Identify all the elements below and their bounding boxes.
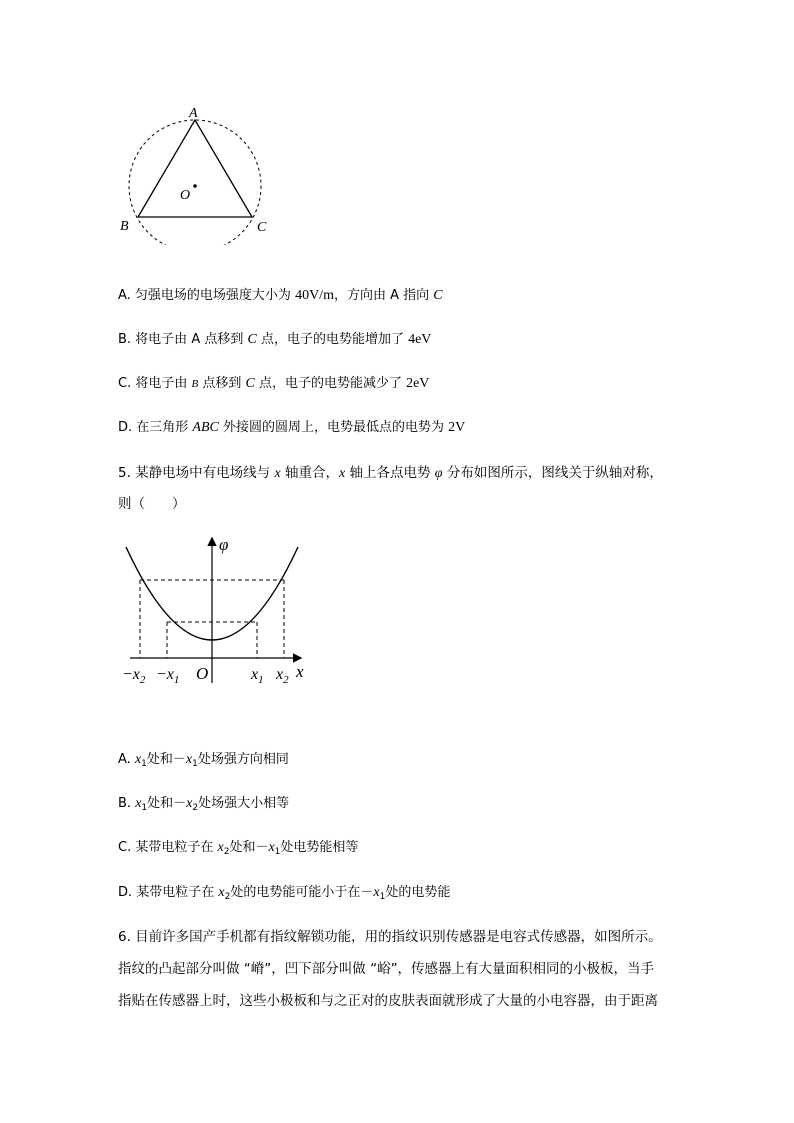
option-text: 处和－ bbox=[146, 752, 186, 767]
option-text: A. 匀强电场的电场强度大小为 bbox=[118, 288, 296, 303]
var-x: x bbox=[135, 796, 142, 811]
x-axis-label: x bbox=[296, 662, 304, 681]
var-x: x bbox=[186, 796, 193, 811]
option-text: B. 将电子由 A 点移到 bbox=[118, 332, 248, 347]
potential-graph bbox=[118, 533, 318, 688]
subscript: 2 bbox=[192, 803, 199, 813]
subscript: 2 bbox=[224, 892, 231, 902]
option-text: A. bbox=[118, 752, 135, 767]
var-x: x bbox=[185, 752, 193, 767]
tick-neg-x2: $-x_2$ bbox=[122, 666, 146, 686]
phi-label: φ bbox=[219, 535, 229, 554]
option-text: B. bbox=[118, 796, 136, 811]
point-label: B bbox=[191, 378, 199, 390]
q5-option-d bbox=[118, 881, 450, 902]
option-text: 处场强方向相同 bbox=[197, 752, 289, 767]
option-text: C. 某带电粒子在 bbox=[118, 840, 218, 855]
option-text: C. 将电子由 bbox=[118, 376, 192, 391]
value: 2eV bbox=[406, 376, 430, 391]
q6-line1 bbox=[118, 925, 662, 945]
option-text: 处的电势能 bbox=[385, 885, 451, 900]
tick-x1: $x_1$ bbox=[251, 666, 264, 686]
q5-option-a bbox=[118, 748, 289, 769]
question-text: 6. 目前许多国产手机都有指纹解锁功能，用的指纹识别传感器是电容式传感器，如图所示。 bbox=[118, 929, 662, 945]
stem-text: 则（ ） bbox=[118, 496, 186, 512]
q5-stem-line2 bbox=[118, 492, 186, 512]
var-x: x bbox=[134, 752, 142, 767]
subscript: 1 bbox=[379, 892, 386, 902]
option-text: 处和－ bbox=[229, 840, 269, 855]
tick-x2: $x_2$ bbox=[276, 666, 289, 686]
var-phi: φ bbox=[434, 466, 443, 481]
label-a: A bbox=[189, 106, 198, 121]
stem-text: 轴重合， bbox=[280, 465, 339, 481]
triangle-circle-figure bbox=[110, 100, 280, 245]
label-o: O bbox=[180, 188, 191, 203]
value: 4eV bbox=[408, 332, 432, 347]
q4-option-c bbox=[118, 372, 429, 392]
stem-text: 5. 某静电场中有电场线与 bbox=[118, 465, 275, 481]
point-label: C bbox=[245, 376, 255, 391]
value: 2V bbox=[448, 420, 466, 435]
point-label: C bbox=[247, 332, 257, 347]
option-text: 外接圆的圆周上，电势最低点的电势为 bbox=[218, 420, 449, 435]
q5-stem-line1 bbox=[118, 461, 663, 482]
origin-label: O bbox=[196, 664, 209, 683]
q4-option-b bbox=[118, 328, 431, 348]
var-x: x bbox=[274, 466, 281, 481]
option-text: 处电势能相等 bbox=[280, 840, 359, 855]
q4-option-a bbox=[118, 284, 443, 304]
option-text: 处场强大小相等 bbox=[198, 796, 290, 811]
option-text: 处和－ bbox=[147, 796, 187, 811]
var-x: x bbox=[338, 466, 346, 481]
question-text: 指纹的凸起部分叫做 “嵴”，凹下部分叫做 “峪”，传感器上有大量面积相同的小极板，当手 bbox=[118, 961, 655, 977]
var-x: x bbox=[217, 840, 224, 855]
option-text: 点，电子的电势能减少了 bbox=[254, 376, 407, 391]
option-text: 点移到 bbox=[198, 376, 246, 391]
circumcircle bbox=[129, 120, 261, 245]
q4-option-d bbox=[118, 416, 465, 436]
var-x: x bbox=[218, 885, 225, 900]
option-text: 处的电势能可能小于在－ bbox=[230, 885, 374, 900]
subscript: 1 bbox=[141, 759, 147, 769]
tick-neg-x1: $-x_1$ bbox=[156, 666, 180, 686]
q5-option-c bbox=[118, 836, 358, 857]
label-b: B bbox=[120, 219, 129, 234]
stem-text: 轴上各点电势 bbox=[345, 465, 435, 481]
subscript: 1 bbox=[141, 803, 148, 813]
triangle-label: ABC bbox=[192, 420, 219, 435]
option-text: 点，电子的电势能增加了 bbox=[256, 332, 409, 347]
value: 40V/m bbox=[295, 288, 334, 303]
var-x: x bbox=[373, 885, 380, 900]
label-c: C bbox=[257, 220, 267, 235]
q5-option-b bbox=[118, 792, 289, 813]
subscript: 1 bbox=[274, 847, 281, 857]
stem-text: 分布如图所示，图线关于纵轴对称， bbox=[442, 465, 663, 481]
q6-line3 bbox=[118, 989, 658, 1009]
q6-line2 bbox=[118, 957, 654, 977]
var-x: x bbox=[268, 840, 275, 855]
triangle-abc bbox=[138, 120, 252, 217]
center-point bbox=[193, 184, 197, 188]
point-label: C bbox=[433, 288, 443, 303]
option-text: D. 某带电粒子在 bbox=[118, 885, 219, 900]
question-text: 指贴在传感器上时，这些小极板和与之正对的皮肤表面就形成了大量的小电容器，由于距离 bbox=[118, 993, 658, 1009]
subscript: 2 bbox=[223, 847, 230, 857]
subscript: 1 bbox=[192, 759, 198, 769]
option-text: ，方向由 A 指向 bbox=[333, 288, 434, 303]
option-text: D. 在三角形 bbox=[118, 420, 193, 435]
